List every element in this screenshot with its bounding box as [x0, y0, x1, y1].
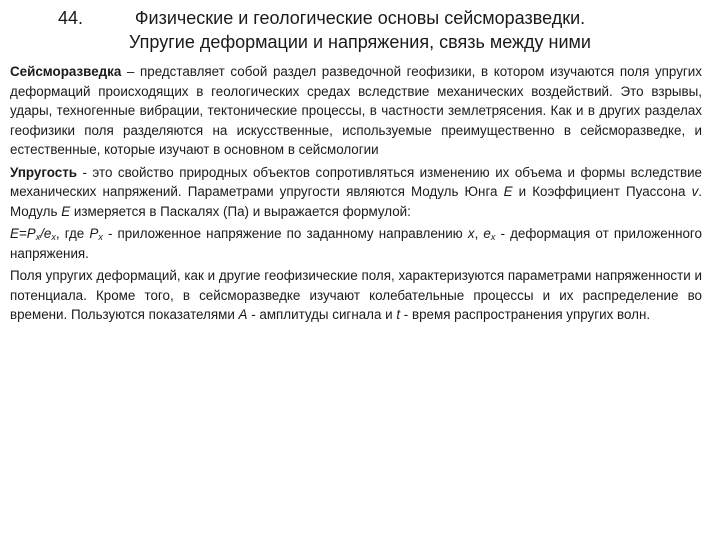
symbol-direction: x	[467, 226, 475, 241]
symbol-young-modulus: E	[503, 184, 513, 199]
symbol-stress	[89, 226, 102, 241]
term-seismic-exploration: Сейсморазведка	[10, 64, 122, 79]
paragraph-text: . Модуль	[10, 184, 703, 219]
paragraph-text: - приложенное напряжение по заданному направлению	[102, 226, 468, 241]
formula	[10, 226, 56, 241]
symbol-time: t	[396, 307, 401, 322]
term-elasticity: Упругость	[10, 164, 77, 180]
slide-number: 44.	[58, 8, 84, 28]
symbol-letter: P	[89, 226, 99, 241]
slide-title: Физические и геологические основы сейсморазведки. Упругие деформации и напряжения, связь между ними	[129, 8, 591, 52]
paragraph-text: - амплитуды сигнала и	[247, 307, 397, 322]
symbol-subscript: x	[490, 232, 496, 242]
symbol-subscript: x	[98, 232, 103, 242]
symbol-poisson-ratio: v	[691, 184, 699, 199]
paragraph-text: - время распространения упругих волн.	[400, 307, 651, 322]
slide-body	[10, 62, 702, 328]
paragraph-elasticity	[10, 163, 702, 222]
paragraph-seismic-exploration	[10, 62, 702, 160]
paragraph-text: – представляет собой раздел разведочной геофизики, в котором изучаются поля упругих деформаций происходящих в геологических средах вследствие механических воздействий. Это взрывы, удары, техногенные вибрации, тектонические процессы, в частности землетрясения. Как и в других разделах геофизики поля разделяются на искусственные, используемые преимущественно в сейсморазведке, и естественные, которые изучают в основном в сейсмологии	[10, 64, 702, 157]
paragraph-text: Поля упругих деформаций, как и другие геофизические поля, характеризуются параметрами напряженности и потенциала. Кроме того, в сейсморазведке изучают колебательные процессы и их распределение во времени. Пользуются показателями	[10, 268, 702, 322]
symbol-young-modulus: E	[61, 203, 71, 219]
paragraph-text: - это свойство природных объектов сопротивляться изменению их объема и формы вследствие механических напряжений. Параметрами упругости являются Модуль Юнга	[10, 164, 702, 199]
paragraph-text: ,	[474, 226, 484, 241]
paragraph-text: и Коэффициент Пуассона	[512, 184, 692, 199]
symbol-strain	[483, 226, 495, 241]
formula-subscript: x	[51, 232, 56, 242]
paragraph-text: - деформация от приложенного напряжения.	[10, 226, 702, 261]
formula-part: /e	[40, 226, 52, 241]
symbol-letter: e	[483, 226, 491, 241]
paragraph-elastic-fields	[10, 266, 702, 325]
paragraph-text: измеряется в Паскалях (Па) и выражается формулой:	[70, 203, 411, 219]
formula-part: E=P	[10, 226, 36, 241]
paragraph-formula	[10, 224, 702, 263]
formula-subscript: x	[35, 232, 41, 242]
symbol-amplitude: A	[238, 307, 248, 322]
paragraph-text: , где	[55, 226, 90, 241]
